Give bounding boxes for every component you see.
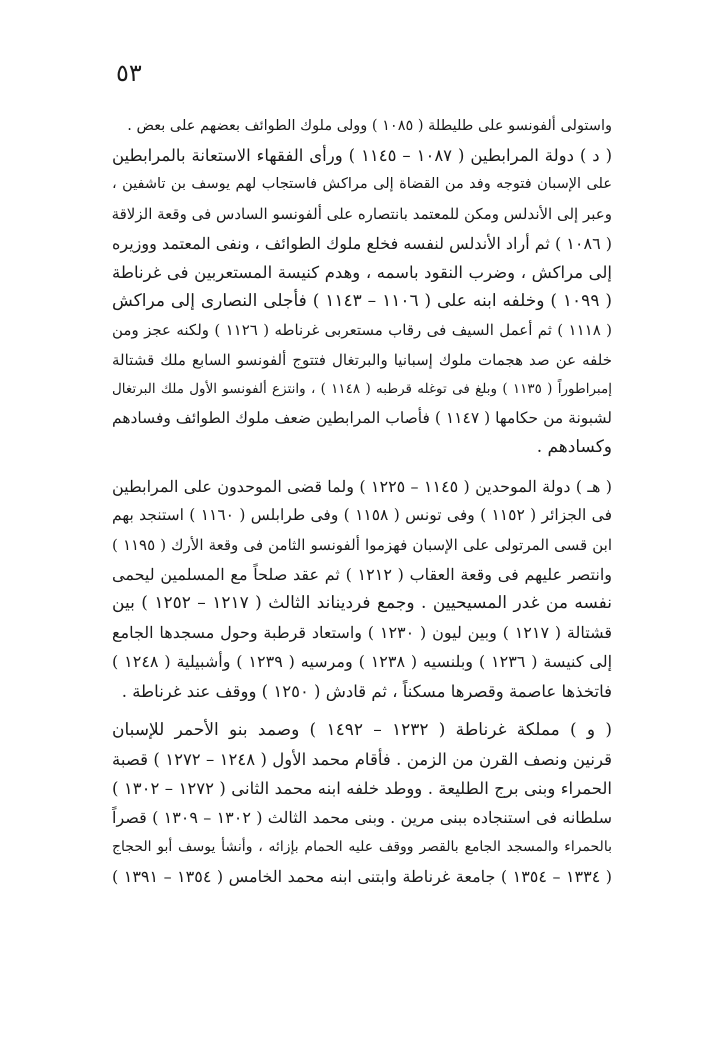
paragraph-almoravids — [112, 141, 612, 462]
text-line: إلى مراكش ، وضرب النقود باسمه ، وهدم كنيسة المستعربين فى غرناطة — [112, 262, 612, 282]
text-line: قرنين ونصف القرن من الزمن . فأقام محمد الأول ( ١٢٤٨ – ١٢٧٢ ) قصبة — [112, 749, 612, 769]
text-line: خلفه عن صد هجمات ملوك إسبانيا والبرتغال فتتوج ألفونسو السابع ملك قشتالة — [112, 350, 612, 369]
text-line: فاتخذها عاصمة وقصرها مسكناً ، ثم قادش ( ١٢٥٠ ) ووقف عند غرناطة . — [121, 681, 612, 701]
text-line: ( ١١١٨ ) ثم أعمل السيف فى رقاب مستعربى غرناطه ( ١١٢٦ ) ولكنه عجز ومن — [112, 321, 613, 340]
text-line: ( ١٣٣٤ – ١٣٥٤ ) جامعة غرناطة وابتنى ابنه محمد الخامس ( ١٣٥٤ – ١٣٩١ ) — [112, 866, 613, 886]
text-line: لشبونة من حكامها ( ١١٤٧ ) فأصاب المرابطين ضعف ملوك الطوائف وفسادهم — [112, 408, 613, 427]
text-line: ( ١٠٩٩ ) وخلفه ابنه على ( ١١٠٦ – ١١٤٣ ) فأجلى النصارى إلى مراكش — [112, 291, 612, 312]
text-line: سلطانه فى استنجاده ببنى مرين . وبنى محمد الثالث ( ١٣٠٢ – ١٣٠٩ ) قصراً — [112, 808, 613, 828]
text-line: إلى كنيسة ( ١٢٣٦ ) وبلنسيه ( ١٢٣٨ ) ومرسيه ( ١٢٣٩ ) وأشبيلية ( ١٢٤٨ ) — [112, 652, 613, 672]
text-line: بالحمراء والمسجد الجامع بالقصر ووقف عليه الحمام بإزائه ، وأنشأ يوسف أبو الحجاج — [112, 838, 612, 855]
text-body — [112, 112, 612, 891]
text-line: ( هـ ) دولة الموحدين ( ١١٤٥ – ١٢٢٥ ) ولما قضى الموحدون على المرابطين — [112, 477, 612, 497]
text-line: ( ١٠٨٦ ) ثم أراد الأندلس لنفسه فخلع ملوك الطوائف ، ونفى المعتمد ووزيره — [112, 233, 613, 253]
paragraph-intro — [112, 112, 612, 141]
text-line: ( د ) دولة المرابطين ( ١٠٨٧ – ١١٤٥ ) ورأى الفقهاء الاستعانة بالمرابطين — [112, 146, 613, 166]
text-line: ( و ) مملكة غرناطة ( ١٢٣٢ – ١٤٩٢ ) وصمد بنو الأحمر للإسبان — [112, 719, 613, 740]
text-line: وكسادهم . — [536, 437, 612, 458]
text-line: وعبر إلى الأندلس ومكن للمعتمد بانتصاره على ألفونسو السادس فى وقعة الزلاقة — [111, 204, 612, 223]
text-line: وانتصر عليهم فى وقعة العقاب ( ١٢١٢ ) ثم عقد صلحاً مع المسلمين ليحمى — [112, 564, 613, 584]
paragraph-almohads — [112, 472, 612, 706]
text-line: إمبراطوراً ( ١١٣٥ ) وبلغ فى توغله قرطبه ( ١١٤٨ ) ، وانتزع ألفونسو الأول ملك البرتغال — [112, 380, 612, 397]
paragraph-granada — [112, 716, 612, 891]
paragraph-gap — [112, 462, 612, 472]
text-line: الحمراء وبنى برج الطليعة . ووطد خلفه ابنه محمد الثانى ( ١٢٧٢ – ١٣٠٢ ) — [112, 779, 612, 799]
text-line: فى الجزائر ( ١١٥٢ ) وفى تونس ( ١١٥٨ ) وفى طرابلس ( ١١٦٠ ) استنجد بهم — [112, 506, 612, 525]
text-line: على الإسبان فتوجه وفد من القضاة إلى مراكش فاستجاب لهم يوسف بن تاشفين ، — [112, 176, 612, 193]
text-line: قشتالة ( ١٢١٧ ) وبين ليون ( ١٢٣٠ ) واستعاد قرطبة وحول مسجدها الجامع — [112, 623, 613, 643]
paragraph-gap — [112, 706, 612, 716]
text-line: نفسه من غدر المسيحيين . وجمع فرديناند الثالث ( ١٢١٧ – ١٢٥٢ ) بين — [112, 593, 613, 613]
text-line: ابن قسى المرتولى على الإسبان فهزموا ألفونسو الثامن فى وقعة الأرك ( ١١٩٥ ) — [112, 535, 612, 554]
page-number: ٥٣ — [116, 59, 142, 87]
text-line: واستولى ألفونسو على طليطلة ( ١٠٨٥ ) وولى ملوك الطوائف بعضهم على بعض . — [127, 118, 612, 134]
